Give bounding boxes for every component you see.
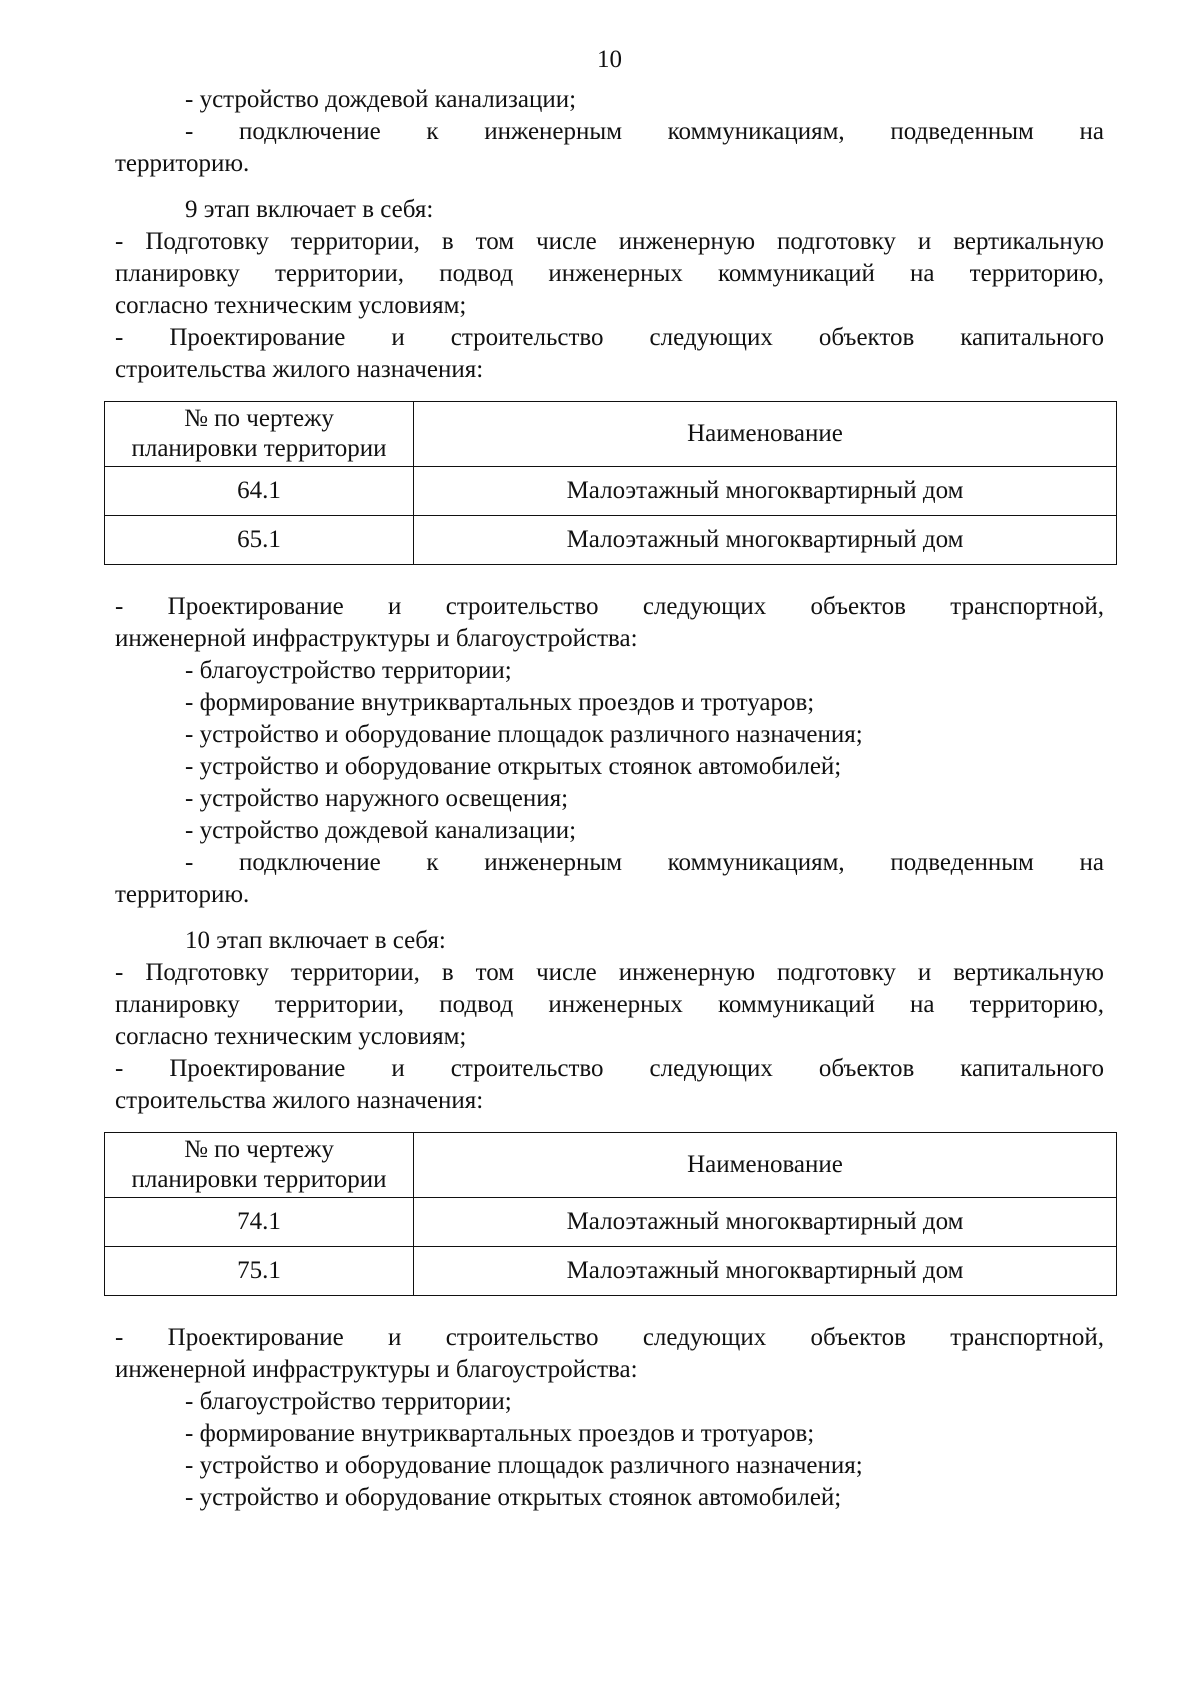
paragraph-line: - Подготовку территории, в том числе инженерную подготовку и вертикальную [115,959,1104,986]
table-cell-num: 74.1 [105,1198,414,1247]
table-cell-name: Малоэтажный многоквартирный дом [414,467,1117,516]
list-item: - устройство дождевой канализации; [185,86,577,113]
list-item: - подключение к инженерным коммуникациям, подведенным на [185,118,1104,145]
page-number: 10 [597,46,622,73]
table-cell-name: Малоэтажный многоквартирный дом [414,1247,1117,1296]
paragraph-line: строительства жилого назначения: [115,1087,484,1114]
list-item-continuation: территорию. [115,150,250,177]
header-text-line: планировки территории [131,435,387,462]
paragraph-line: строительства жилого назначения: [115,356,484,383]
paragraph-line: - Проектирование и строительство следующих объектов транспортной, [115,593,1104,620]
list-item: - устройство и оборудование открытых стоянок автомобилей; [185,1484,842,1511]
list-item: - устройство и оборудование площадок различного назначения; [185,721,863,748]
table-cell-num: 64.1 [105,467,414,516]
table-row [105,516,1117,565]
paragraph-line: планировку территории, подвод инженерных коммуникаций на территорию, [115,260,1104,287]
table-cell-num: 65.1 [105,516,414,565]
header-text-line: № по чертежу [184,1136,334,1163]
table-cell-name: Малоэтажный многоквартирный дом [414,1198,1117,1247]
objects-table [104,1132,1117,1296]
table-header-cell [105,1133,414,1198]
list-item-continuation: территорию. [115,881,250,908]
table-header-cell: Наименование [414,1133,1117,1198]
list-item: - формирование внутриквартальных проездов и тротуаров; [185,689,815,716]
paragraph-line: - Проектирование и строительство следующих объектов капитального [115,324,1104,351]
objects-table [104,401,1117,565]
paragraph-line: инженерной инфраструктуры и благоустройства: [115,625,638,652]
header-text-line: № по чертежу [184,405,334,432]
paragraph-line: - Проектирование и строительство следующих объектов капитального [115,1055,1104,1082]
list-item: - благоустройство территории; [185,657,512,684]
table-header-row [105,1133,1117,1198]
table-cell-num: 75.1 [105,1247,414,1296]
paragraph-line: - Подготовку территории, в том числе инженерную подготовку и вертикальную [115,228,1104,255]
table-row [105,1198,1117,1247]
header-text-line: планировки территории [131,1166,387,1193]
list-item: - подключение к инженерным коммуникациям, подведенным на [185,849,1104,876]
table-row [105,467,1117,516]
list-item: - устройство и оборудование открытых стоянок автомобилей; [185,753,842,780]
paragraph-line: - Проектирование и строительство следующих объектов транспортной, [115,1324,1104,1351]
list-item: - устройство наружного освещения; [185,785,569,812]
list-item: - устройство дождевой канализации; [185,817,577,844]
table-header-cell [105,402,414,467]
list-item: - устройство и оборудование площадок различного назначения; [185,1452,863,1479]
paragraph-line: планировку территории, подвод инженерных коммуникаций на территорию, [115,991,1104,1018]
table-cell-name: Малоэтажный многоквартирный дом [414,516,1117,565]
stage-heading: 9 этап включает в себя: [185,196,434,223]
paragraph-line: согласно техническим условиям; [115,1023,467,1050]
table-header-cell: Наименование [414,402,1117,467]
paragraph-line: согласно техническим условиям; [115,292,467,319]
table-row [105,1247,1117,1296]
list-item: - формирование внутриквартальных проездов и тротуаров; [185,1420,815,1447]
list-item: - благоустройство территории; [185,1388,512,1415]
table-header-row [105,402,1117,467]
paragraph-line: инженерной инфраструктуры и благоустройства: [115,1356,638,1383]
stage-heading: 10 этап включает в себя: [185,927,446,954]
